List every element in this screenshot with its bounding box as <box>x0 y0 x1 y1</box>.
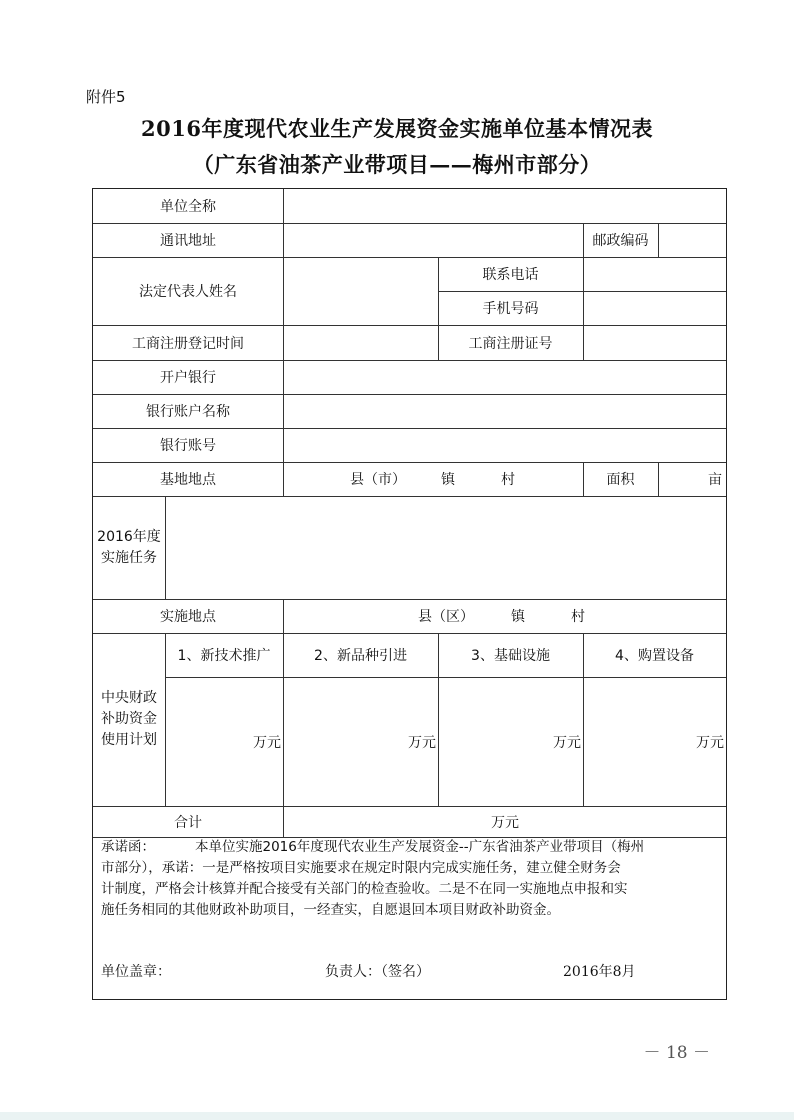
fund-plan-line2: 补助资金 <box>101 711 157 727</box>
commitment-label: 承诺函： <box>101 839 155 855</box>
bank-label: 开户银行 <box>160 370 216 386</box>
base-county-label: 县（市） <box>350 472 406 488</box>
page-subtitle: （广东省油茶产业带项目——梅州市部分） <box>192 152 602 177</box>
contact-phone-field[interactable] <box>584 257 726 291</box>
plan-item-equipment: 4、购置设备 <box>615 648 694 664</box>
account-number-field[interactable] <box>284 428 726 462</box>
base-town-label: 镇 <box>441 472 455 488</box>
base-village-label: 村 <box>501 472 515 488</box>
impl-county-label: 县（区） <box>418 609 474 625</box>
legal-rep-label: 法定代表人姓名 <box>139 284 237 300</box>
mailing-address-field[interactable] <box>284 223 583 257</box>
impl-village-label: 村 <box>571 609 585 625</box>
plan-item-infrastructure: 3、基础设施 <box>471 648 550 664</box>
total-unit: 万元 <box>491 814 519 831</box>
postal-code-label: 邮政编码 <box>592 233 649 249</box>
impl-location-label: 实施地点 <box>160 609 216 625</box>
fund-plan-label <box>93 633 165 806</box>
area-unit: 亩 <box>708 472 722 488</box>
page-number: － 18 － <box>643 1043 710 1063</box>
plan-amount-unit: 万元 <box>553 735 581 751</box>
area-label: 面积 <box>606 472 635 488</box>
unit-name-label: 单位全称 <box>160 199 216 215</box>
fund-plan-line1: 中央财政 <box>101 690 157 706</box>
bank-field[interactable] <box>284 360 726 394</box>
account-number-label: 银行账号 <box>160 438 216 454</box>
unit-name-field[interactable] <box>284 189 726 223</box>
reg-number-label: 工商注册证号 <box>468 335 553 352</box>
reg-number-field[interactable] <box>584 325 726 360</box>
plan-amount-unit: 万元 <box>696 735 724 751</box>
mailing-address-label: 通讯地址 <box>160 233 216 249</box>
commitment-text <box>101 837 721 921</box>
commitment-line: 本单位实施2016年度现代农业生产发展资金--广东省油茶产业带项目（梅州 <box>195 839 645 855</box>
commitment-line: 市部分），承诺：一是严格按项目实施要求在规定时限内完成实施任务，建立健全财务会 <box>101 860 621 876</box>
task-label-line2: 实施任务 <box>101 549 157 566</box>
reg-time-field[interactable] <box>284 325 438 360</box>
postal-code-field[interactable] <box>659 223 726 257</box>
account-name-field[interactable] <box>284 394 726 428</box>
task-label <box>93 496 165 599</box>
column-divider <box>283 599 284 633</box>
row-divider <box>165 677 726 678</box>
attachment-label: 附件5 <box>86 88 126 106</box>
seal-label: 单位盖章： <box>101 964 171 980</box>
account-name-label: 银行账户名称 <box>146 404 230 420</box>
responsible-signature-label: 负责人：（签名） <box>325 964 430 980</box>
mobile-number-field[interactable] <box>584 291 726 325</box>
fund-plan-line3: 使用计划 <box>101 732 157 748</box>
commitment-line: 施任务相同的其他财政补助项目，一经查实，自愿退回本项目财政补助资金。 <box>101 902 560 918</box>
commitment-date: 2016年8月 <box>563 964 636 980</box>
task-field[interactable] <box>166 496 726 599</box>
total-label: 合计 <box>174 814 202 831</box>
info-form-table <box>92 188 727 1000</box>
reg-time-label: 工商注册登记时间 <box>132 335 244 352</box>
plan-item-new-tech: 1、新技术推广 <box>177 648 271 664</box>
contact-phone-label: 联系电话 <box>482 267 539 283</box>
mobile-number-label: 手机号码 <box>482 301 539 317</box>
plan-amount-unit: 万元 <box>408 735 436 751</box>
plan-item-new-variety: 2、新品种引进 <box>314 648 407 664</box>
commitment-line: 计制度，严格会计核算并配合接受有关部门的检查验收。二是不在同一实施地点申报和实 <box>101 881 628 897</box>
legal-rep-field[interactable] <box>284 257 438 325</box>
impl-town-label: 镇 <box>511 609 525 625</box>
page-title: 2016年度现代农业生产发展资金实施单位基本情况表 <box>141 116 653 141</box>
task-label-line1: 2016年度 <box>97 528 161 545</box>
base-location-label: 基地地点 <box>160 472 216 488</box>
plan-amount-unit: 万元 <box>253 735 281 751</box>
scan-edge-band <box>0 1112 794 1120</box>
